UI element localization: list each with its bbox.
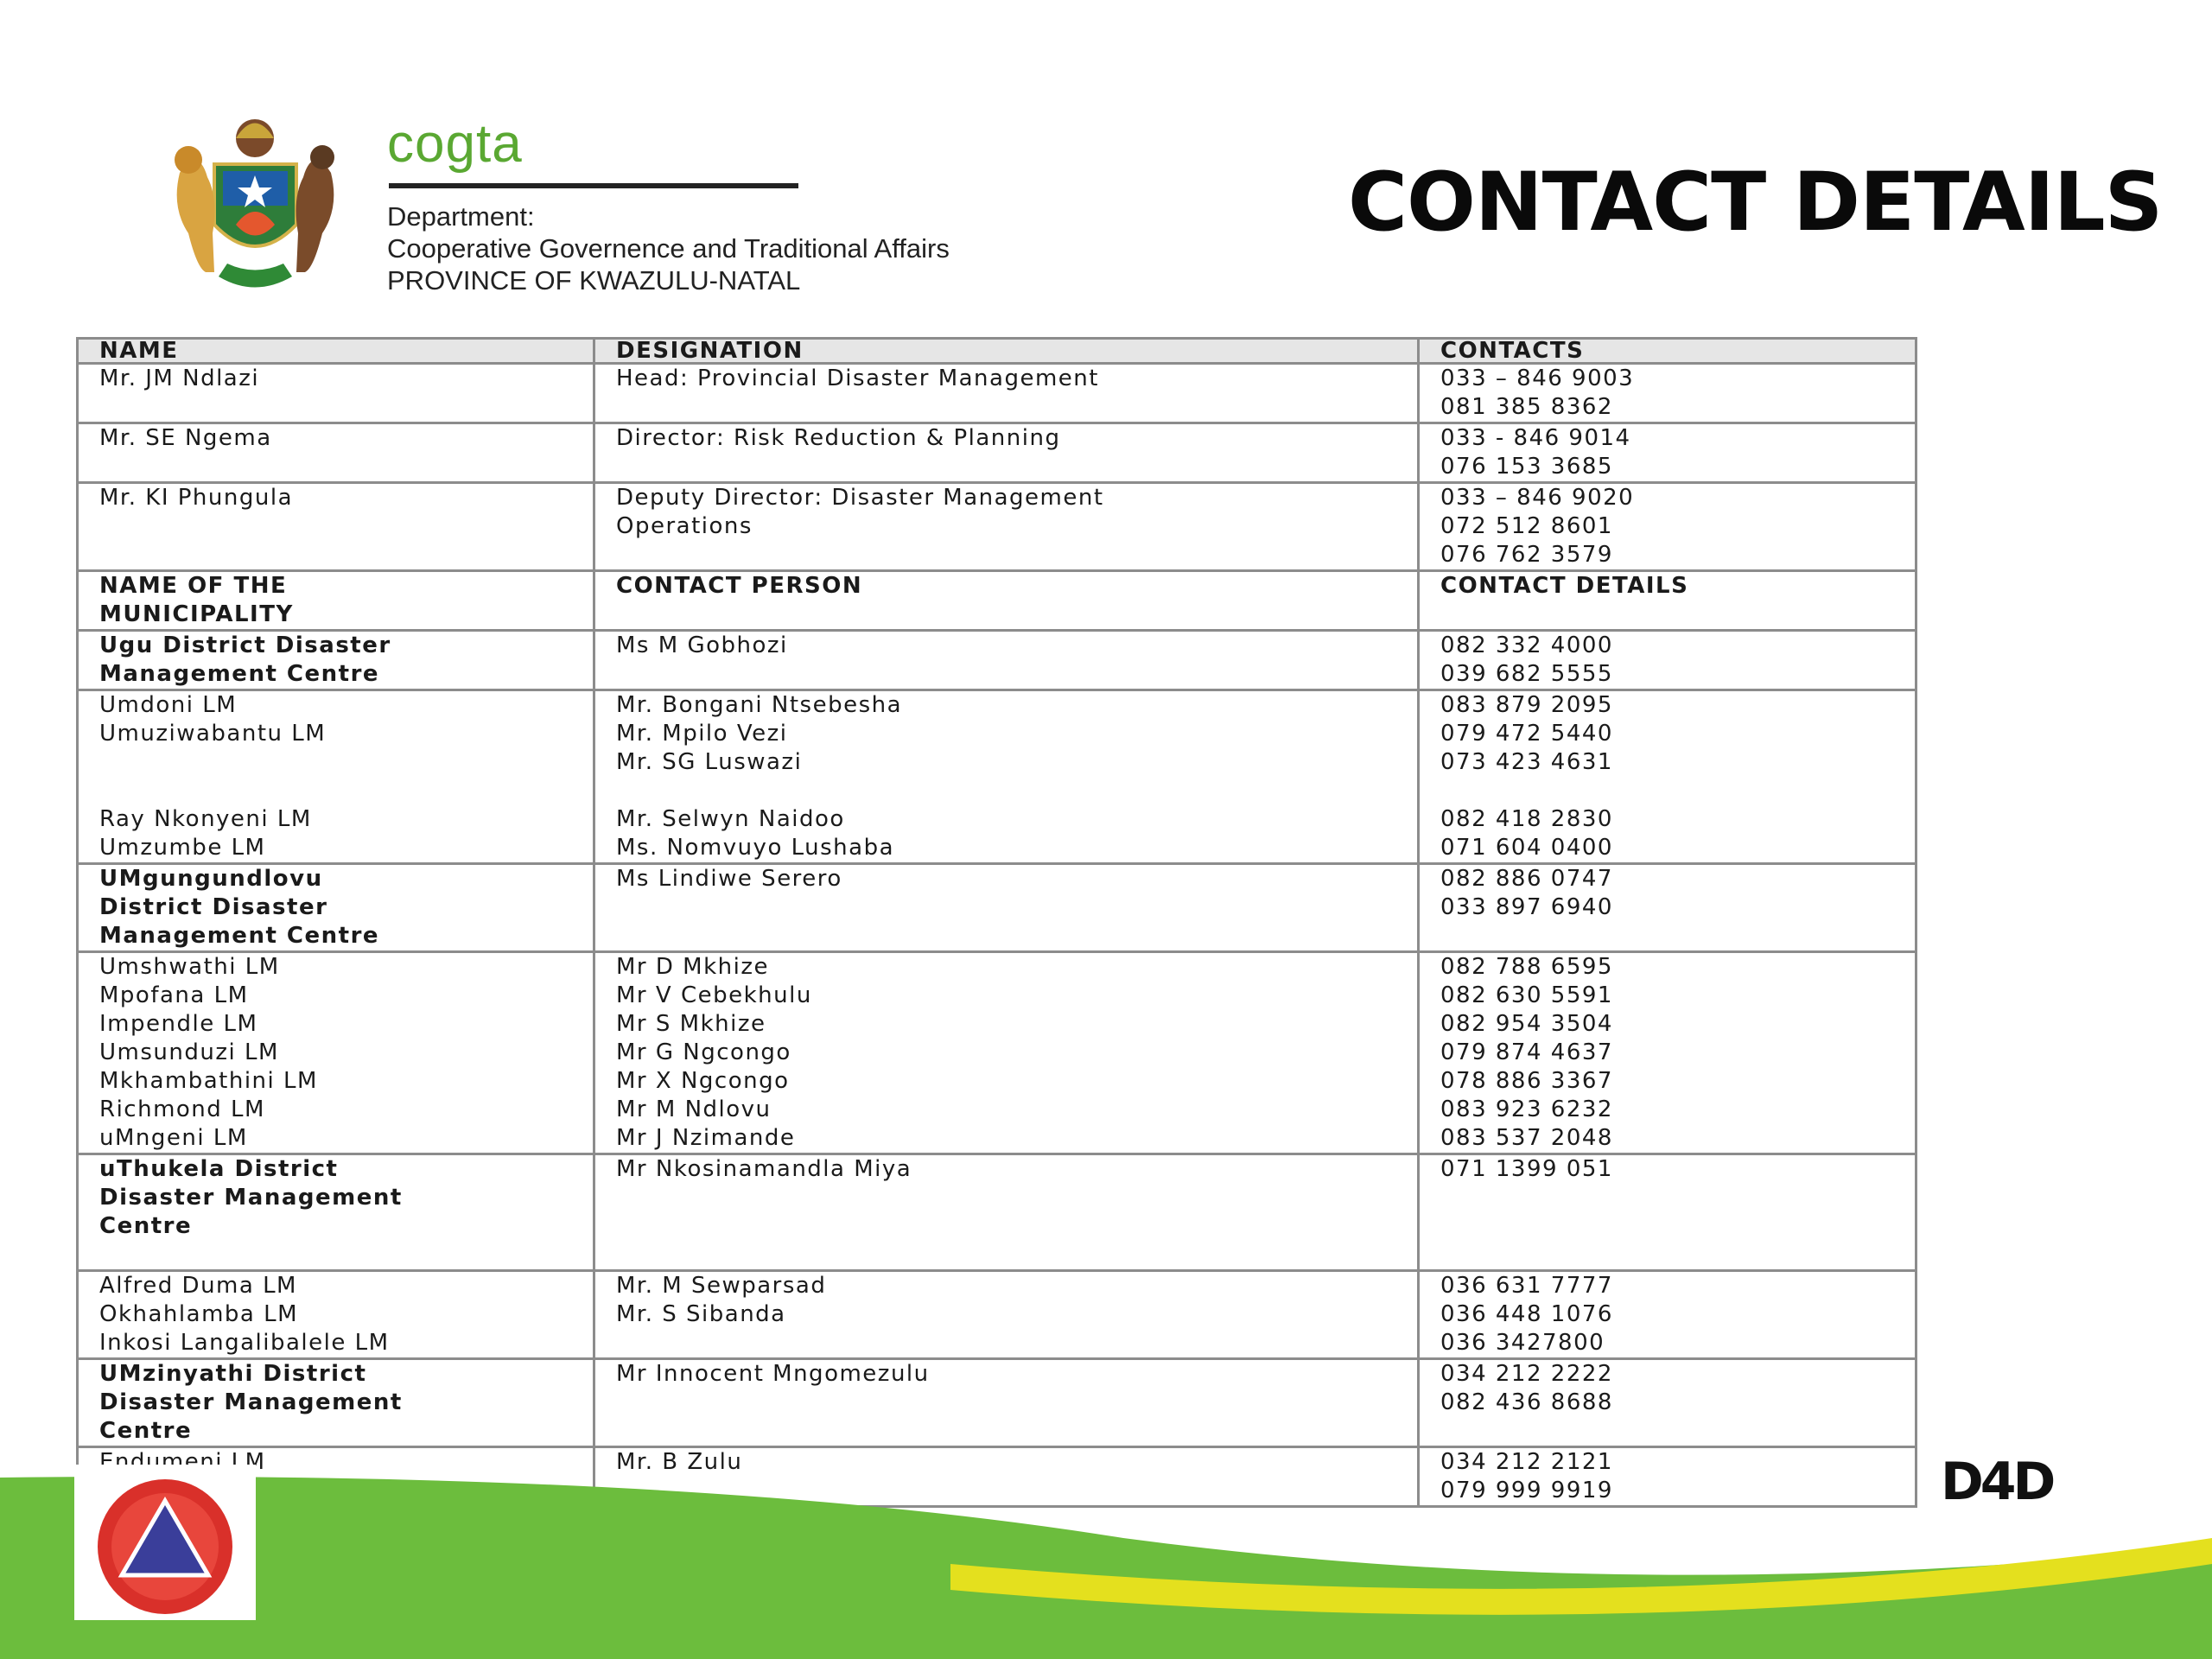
municipality-name-cell-line: uMngeni LM — [99, 1125, 248, 1151]
contact-details-cell-line: 073 423 4631 — [1440, 749, 1613, 775]
contact-details-cell-line: 036 3427800 — [1440, 1330, 1605, 1356]
contact-details-cell-line: 033 897 6940 — [1440, 894, 1613, 920]
municipality-name-cell — [78, 1271, 594, 1359]
municipality-name-cell-line: UMzinyathi District — [99, 1361, 367, 1387]
municipality-name-cell — [78, 952, 594, 1154]
municipality-name-cell-line: Ray Nkonyeni LM — [99, 806, 312, 832]
contact-person-cell-line: Ms M Gobhozi — [616, 632, 788, 658]
municipality-header-row — [78, 571, 1916, 631]
contact-details-cell-line: 082 788 6595 — [1440, 954, 1613, 980]
contact-person-cell-line: Mr J Nzimande — [616, 1125, 796, 1151]
designation-cell-line: Director: Risk Reduction & Planning — [616, 425, 1061, 451]
municipality-name-cell-line: Disaster Management — [99, 1389, 403, 1415]
contacts-cell-line: 072 512 8601 — [1440, 513, 1613, 539]
municipality-name-cell-line: Management Centre — [99, 923, 380, 949]
contact-details-cell-line: 079 999 9919 — [1440, 1478, 1613, 1503]
contact-person-cell — [594, 864, 1419, 952]
contact-details-cell-line: 079 472 5440 — [1440, 721, 1613, 747]
contact-person-cell-line: Mr G Ngcongo — [616, 1039, 791, 1065]
table-row — [78, 364, 1916, 423]
municipality-name-cell — [78, 690, 594, 864]
municipality-header-line: NAME OF THE — [99, 573, 288, 599]
contact-person-cell — [594, 1271, 1419, 1359]
disaster-management-logo — [74, 1465, 256, 1620]
municipality-name-cell-line: Disaster Management — [99, 1185, 403, 1211]
contact-person-cell-line: Mr V Cebekhulu — [616, 982, 812, 1008]
municipality-name-cell-line: Okhahlamba LM — [99, 1301, 299, 1327]
contact-details-cell — [1419, 1271, 1916, 1359]
official-name-cell-line: Mr. SE Ngema — [99, 425, 272, 451]
contact-person-cell — [594, 690, 1419, 864]
contact-person-cell-line: Mr. S Sibanda — [616, 1301, 786, 1327]
contact-details-cell — [1419, 1154, 1916, 1271]
municipality-name-cell-line: UMgungundlovu — [99, 866, 323, 892]
municipality-name-cell-line: Management Centre — [99, 661, 380, 687]
d4d-logo: D4D — [1941, 1452, 2053, 1512]
contact-person-cell — [594, 631, 1419, 690]
contact-details-cell-line: 083 879 2095 — [1440, 692, 1613, 718]
municipality-name-cell-line: Inkosi Langalibalele LM — [99, 1330, 390, 1356]
municipality-name-cell-line: Umuziwabantu LM — [99, 721, 327, 747]
contact-details-cell — [1419, 864, 1916, 952]
contact-details-cell — [1419, 690, 1916, 864]
designation-cell — [594, 483, 1419, 571]
contact-details-cell-line: 082 436 8688 — [1440, 1389, 1613, 1415]
column-header-contacts: CONTACTS — [1419, 339, 1916, 364]
municipality-name-cell-line: Umzumbe LM — [99, 835, 266, 861]
contact-details-cell-line: 071 1399 051 — [1440, 1156, 1613, 1182]
contact-details-cell-line: 082 418 2830 — [1440, 806, 1613, 832]
district-centre-row — [78, 1154, 1916, 1271]
municipality-header-line: MUNICIPALITY — [99, 601, 294, 627]
contacts-cell-line: 033 – 846 9020 — [1440, 485, 1635, 511]
department-name: Cooperative Governence and Traditional Affairs — [387, 233, 950, 264]
contacts-cell-line: 076 153 3685 — [1440, 454, 1613, 480]
contact-details-cell-line: 036 631 7777 — [1440, 1273, 1613, 1299]
municipality-name-cell-line: Endumeni LM — [99, 1449, 266, 1475]
contact-person-cell — [594, 1154, 1419, 1271]
kzn-coat-of-arms-logo — [154, 104, 357, 298]
contact-person-cell-line — [616, 777, 1417, 805]
municipality-name-cell-line: uThukela District — [99, 1156, 339, 1182]
municipality-name-cell-line: Centre — [99, 1418, 193, 1444]
contact-person-cell-line: Mr. M Sewparsad — [616, 1273, 827, 1299]
local-municipality-row — [78, 1271, 1916, 1359]
contact-person-cell-line: Mr D Mkhize — [616, 954, 770, 980]
contact-details-cell-line: 078 886 3367 — [1440, 1068, 1613, 1094]
contact-details-cell-line: 036 448 1076 — [1440, 1301, 1613, 1327]
municipality-name-cell-line: Impendle LM — [99, 1011, 258, 1037]
contacts-table — [76, 337, 1917, 1508]
designation-cell-line: Head: Provincial Disaster Management — [616, 365, 1099, 391]
municipality-header — [78, 571, 594, 631]
municipality-name-cell-line: Umdoni LM — [99, 692, 238, 718]
municipality-name-cell-line: Ugu District Disaster — [99, 632, 391, 658]
contact-person-cell — [594, 952, 1419, 1154]
municipality-name-cell-line — [99, 1241, 593, 1269]
contact-details-cell-line: 034 212 2121 — [1440, 1449, 1613, 1475]
column-header-designation: DESIGNATION — [594, 339, 1419, 364]
municipality-name-cell — [78, 864, 594, 952]
contact-person-cell-line: Mr. Mpilo Vezi — [616, 721, 788, 747]
municipality-name-cell-line: Mkhambathini LM — [99, 1068, 318, 1094]
contacts-table-body — [78, 364, 1916, 1507]
contact-person-cell-line: Mr M Ndlovu — [616, 1096, 772, 1122]
contact-details-cell-line: 071 604 0400 — [1440, 835, 1613, 861]
contact-details-cell — [1419, 631, 1916, 690]
department-block — [387, 114, 975, 296]
district-centre-row — [78, 864, 1916, 952]
contact-person-cell-line: Mr. SG Luswazi — [616, 749, 803, 775]
contact-details-cell-line: 083 537 2048 — [1440, 1125, 1613, 1151]
table-row — [78, 483, 1916, 571]
contacts-cell — [1419, 423, 1916, 483]
contact-person-cell-line: Ms Lindiwe Serero — [616, 866, 842, 892]
municipality-name-cell-line: Umsunduzi LM — [99, 1039, 279, 1065]
contact-details-cell — [1419, 952, 1916, 1154]
contact-details-cell-line: 034 212 2222 — [1440, 1361, 1613, 1387]
contact-person-cell-line: Mr X Ngcongo — [616, 1068, 790, 1094]
province-name: PROVINCE OF KWAZULU-NATAL — [387, 265, 801, 296]
official-name-cell — [78, 483, 594, 571]
contact-person-cell-line: Mr. B Zulu — [616, 1449, 743, 1475]
footer-wave — [0, 1434, 2212, 1659]
department-label: Department: — [387, 201, 535, 232]
contact-details-cell-line: 082 954 3504 — [1440, 1011, 1613, 1037]
contacts-cell-line: 081 385 8362 — [1440, 394, 1613, 420]
contact-person-cell-line: Mr Nkosinamandla Miya — [616, 1156, 912, 1182]
municipality-name-cell — [78, 631, 594, 690]
contact-details-header-line: CONTACT DETAILS — [1440, 573, 1689, 599]
contact-details-cell-line — [1440, 777, 1915, 805]
municipality-name-cell — [78, 1154, 594, 1271]
local-municipality-row — [78, 690, 1916, 864]
contact-person-header — [594, 571, 1419, 631]
contact-person-cell-line: Mr Innocent Mngomezulu — [616, 1361, 930, 1387]
cogta-brand: cogta — [387, 114, 523, 174]
designation-cell-line: Operations — [616, 513, 753, 539]
local-municipality-row — [78, 952, 1916, 1154]
contact-details-header — [1419, 571, 1916, 631]
contact-details-cell-line: 079 874 4637 — [1440, 1039, 1613, 1065]
contact-details-cell-line: 082 886 0747 — [1440, 866, 1613, 892]
brand-rule — [389, 183, 798, 188]
municipality-name-cell-line: Umshwathi LM — [99, 954, 280, 980]
municipality-name-cell-line: Mpofana LM — [99, 982, 249, 1008]
municipality-name-cell-line: Alfred Duma LM — [99, 1273, 297, 1299]
contact-person-cell-line: Mr S Mkhize — [616, 1011, 766, 1037]
contact-details-cell-line: 082 332 4000 — [1440, 632, 1613, 658]
municipality-name-cell-line: Richmond LM — [99, 1096, 265, 1122]
contact-details-cell-line: 083 923 6232 — [1440, 1096, 1613, 1122]
contacts-cell-line: 076 762 3579 — [1440, 542, 1613, 568]
contacts-cell-line: 033 – 846 9003 — [1440, 365, 1635, 391]
district-centre-row — [78, 631, 1916, 690]
official-name-cell-line: Mr. KI Phungula — [99, 485, 293, 511]
column-header-name: NAME — [78, 339, 594, 364]
contact-person-cell-line: Ms. Nomvuyo Lushaba — [616, 835, 895, 861]
official-name-cell-line: Mr. JM Ndlazi — [99, 365, 260, 391]
municipality-name-cell-line: District Disaster — [99, 894, 328, 920]
page-title: CONTACT DETAILS — [1348, 156, 2163, 250]
municipality-name-cell-line: Centre — [99, 1213, 193, 1239]
designation-cell — [594, 364, 1419, 423]
designation-cell — [594, 423, 1419, 483]
contact-details-cell-line: 039 682 5555 — [1440, 661, 1613, 687]
contact-details-cell-line: 082 630 5591 — [1440, 982, 1613, 1008]
designation-cell-line: Deputy Director: Disaster Management — [616, 485, 1104, 511]
contact-person-cell-line: Mr. Bongani Ntsebesha — [616, 692, 903, 718]
contacts-cell-line: 033 - 846 9014 — [1440, 425, 1631, 451]
official-name-cell — [78, 423, 594, 483]
contact-person-cell-line: Mr. Selwyn Naidoo — [616, 806, 845, 832]
contact-person-header-line: CONTACT PERSON — [616, 573, 863, 599]
table-header-row — [78, 339, 1916, 364]
table-row — [78, 423, 1916, 483]
contacts-cell — [1419, 364, 1916, 423]
official-name-cell — [78, 364, 594, 423]
municipality-name-cell-line — [99, 777, 593, 805]
contacts-cell — [1419, 483, 1916, 571]
municipality-name-cell-line — [99, 748, 593, 777]
